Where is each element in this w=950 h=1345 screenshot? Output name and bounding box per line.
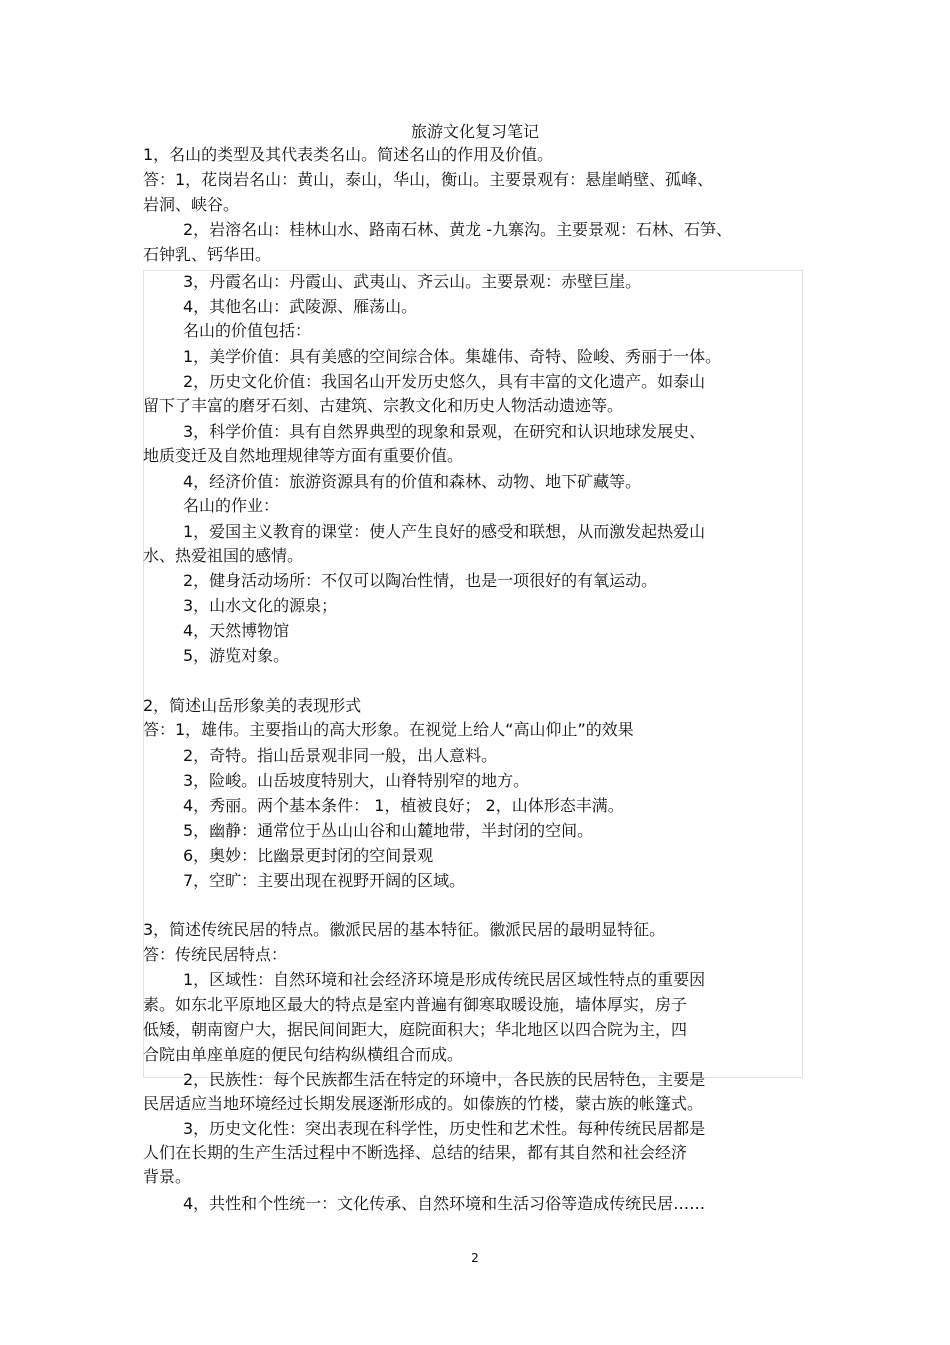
document-title: 旅游文化复习笔记 <box>410 122 539 141</box>
text-line: 1，爱国主义教育的课堂：使人产生良好的感受和联想，从而激发起热爱山 <box>183 522 706 541</box>
text-line: 低矮，朝南窗户大，据民间间距大，庭院面积大；华北地区以四合院为主，四 <box>143 1020 688 1039</box>
text-line: 地质变迁及自然地理规律等方面有重要价值。 <box>143 446 464 465</box>
section-heading: 2，简述山岳形象美的表现形式 <box>143 696 362 715</box>
text-line: 3，山水文化的源泉； <box>183 596 338 615</box>
text-line: 答：1，雄伟。主要指山的高大形象。在视觉上给人“高山仰止”的效果 <box>143 720 634 739</box>
text-line: 1，名山的类型及其代表类名山。简述名山的作用及价值。 <box>143 145 554 164</box>
text-line: 4，天然博物馆 <box>183 621 290 640</box>
text-line: 背景。 <box>143 1167 192 1186</box>
text-line: 名山的价值包括： <box>183 321 312 340</box>
text-line: 4，秀丽。两个基本条件： 1，植被良好； 2，山体形态丰满。 <box>183 796 624 815</box>
text-line: 2，历史文化价值：我国名山开发历史悠久，具有丰富的文化遗产。如泰山 <box>183 372 706 391</box>
text-line: 2，健身活动场所：不仅可以陶冶性情，也是一项很好的有氧运动。 <box>183 571 658 590</box>
text-line: 2，岩溶名山：桂林山水、路南石林、黄龙 -九寨沟。主要景观：石林、石笋、 <box>183 220 733 239</box>
text-line: 3，险峻。山岳坡度特别大，山脊特别窄的地方。 <box>183 771 530 790</box>
section-heading: 3，简述传统民居的特点。徽派民居的基本特征。徽派民居的最明显特征。 <box>143 920 666 939</box>
text-line: 水、热爱祖国的感情。 <box>143 546 304 565</box>
text-line: 合院由单座单庭的便民句结构纵横组合而成。 <box>143 1045 464 1064</box>
text-line: 4，经济价值：旅游资源具有的价值和森林、动物、地下矿藏等。 <box>183 472 642 491</box>
text-line: 素。如东北平原地区最大的特点是室内普遍有御寒取暖设施，墙体厚实，房子 <box>143 995 688 1014</box>
text-line: 答：传统民居特点： <box>143 945 288 964</box>
text-line: 6，奥妙：比幽景更封闭的空间景观 <box>183 846 434 865</box>
text-line: 3，历史文化性：突出表现在科学性，历史性和艺术性。每种传统民居都是 <box>183 1119 706 1138</box>
text-line: 民居适应当地环境经过长期发展逐渐形成的。如傣族的竹楼，蒙古族的帐篷式。 <box>143 1094 704 1113</box>
text-line: 2，奇特。指山岳景观非同一般，出人意料。 <box>183 746 498 765</box>
text-line: 名山的作业： <box>183 496 280 515</box>
text-line: 2，民族性：每个民族都生活在特定的环境中，各民族的民居特色，主要是 <box>183 1070 706 1089</box>
text-line: 人们在长期的生产生活过程中不断选择、总结的结果，都有其自然和社会经济 <box>143 1143 688 1162</box>
page-number: 2 <box>471 1251 479 1265</box>
text-line: 5，游览对象。 <box>183 646 290 665</box>
text-line: 岩洞、峡谷。 <box>143 195 240 214</box>
text-line: 5，幽静：通常位于丛山山谷和山麓地带，半封闭的空间。 <box>183 821 594 840</box>
text-line: 7，空旷：主要出现在视野开阔的区域。 <box>183 871 466 890</box>
text-line: 答：1，花岗岩名山：黄山，泰山，华山，衡山。主要景观有：悬崖峭壁、孤峰、 <box>143 170 714 189</box>
text-line: 3，丹霞名山：丹霞山、武夷山、齐云山。主要景观：赤壁巨崖。 <box>183 272 642 291</box>
text-line: 1，美学价值：具有美感的空间综合体。集雄伟、奇特、险峻、秀丽于一体。 <box>183 347 722 366</box>
text-line: 4，其他名山：武陵源、雁荡山。 <box>183 297 418 316</box>
text-line: 4，共性和个性统一：文化传承、自然环境和生活习俗等造成传统民居…… <box>183 1194 706 1213</box>
text-line: 留下了丰富的磨牙石刻、古建筑、宗教文化和历史人物活动遗迹等。 <box>143 396 624 415</box>
text-line: 3，科学价值：具有自然界典型的现象和景观，在研究和认识地球发展史、 <box>183 422 706 441</box>
text-line: 1，区域性：自然环境和社会经济环境是形成传统民居区域性特点的重要因 <box>183 970 706 989</box>
text-line: 石钟乳、钙华田。 <box>143 245 272 264</box>
